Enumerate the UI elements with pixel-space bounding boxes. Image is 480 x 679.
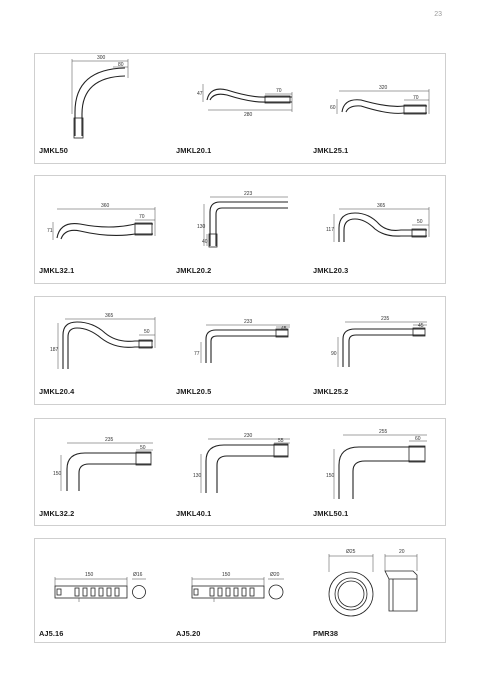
dim-jmkl32-1-0: 360 (101, 203, 110, 209)
dim-aj5-20-1: Ø20 (270, 572, 280, 578)
product-label: JMKL40.1 (176, 509, 212, 518)
dim-jmkl20-5-1: 45 (281, 326, 287, 332)
product-label: PMR38 (313, 629, 339, 638)
dim-pmr38-1: 20 (399, 549, 405, 555)
dim-jmkl50-1-1: 60 (415, 436, 421, 442)
dim-aj5-20-0: 150 (222, 572, 231, 578)
product-jmkl20-2 (172, 176, 309, 283)
dim-jmkl32-1-2: 71 (47, 228, 53, 234)
product-label: JMKL20.5 (176, 387, 212, 396)
product-jmkl40-1 (172, 419, 309, 525)
product-panel-1 (34, 53, 446, 164)
product-jmkl32-2 (35, 419, 172, 525)
product-label: JMKL20.1 (176, 146, 212, 155)
product-panel-4 (34, 418, 446, 526)
dim-jmkl25-2-0: 235 (381, 316, 390, 322)
product-aj5-20 (172, 539, 309, 642)
product-jmkl20-4 (35, 297, 172, 404)
dim-jmkl20-4-1: 50 (144, 329, 150, 335)
product-label: JMKL20.4 (39, 387, 75, 396)
dim-jmkl20-3-2: 117 (326, 227, 334, 233)
dim-jmkl20-5-2: 77 (194, 351, 200, 357)
product-jmkl20-1 (172, 54, 309, 163)
dim-jmkl20-1-2: 280 (244, 112, 253, 118)
dim-jmkl32-1-1: 70 (139, 214, 145, 220)
product-label: JMKL32.2 (39, 509, 75, 518)
dim-jmkl50-1: 80 (118, 62, 124, 68)
dim-jmkl20-2-1: 130 (197, 224, 206, 230)
product-label: JMKL25.2 (313, 387, 349, 396)
dim-jmkl40-1-1: 55 (278, 438, 284, 444)
dim-jmkl32-2-2: 150 (53, 471, 62, 477)
dim-jmkl20-4-2: 187 (50, 347, 59, 353)
dim-jmkl20-2-0: 223 (244, 191, 253, 197)
dim-jmkl25-1-1: 70 (413, 95, 419, 101)
dim-jmkl20-1-1: 70 (276, 88, 282, 94)
dim-jmkl20-1-0: 47 (197, 91, 203, 97)
dim-jmkl50-0: 300 (97, 55, 106, 61)
product-label: JMKL20.3 (313, 266, 349, 275)
product-label: AJ5.16 (39, 629, 64, 638)
dim-jmkl32-2-1: 50 (140, 445, 146, 451)
dim-aj5-16-0: 150 (85, 572, 94, 578)
product-panel-2 (34, 175, 446, 284)
dim-jmkl50-1-2: 150 (326, 473, 335, 479)
page-number: 23 (434, 11, 442, 18)
dim-jmkl20-3-0: 365 (377, 203, 386, 209)
product-jmkl50-1 (309, 419, 446, 525)
dim-jmkl40-1-0: 230 (244, 433, 253, 439)
product-label: JMKL25.1 (313, 146, 349, 155)
product-label: JMKL50.1 (313, 509, 349, 518)
product-panel-5 (34, 538, 446, 643)
product-label: JMKL32.1 (39, 266, 75, 275)
dim-jmkl32-2-0: 235 (105, 437, 114, 443)
dim-jmkl25-2-2: 90 (331, 351, 337, 357)
product-jmkl32-1 (35, 176, 172, 283)
dim-jmkl25-2-1: 45 (418, 323, 424, 329)
dim-jmkl20-5-0: 233 (244, 319, 253, 325)
product-label: JMKL20.2 (176, 266, 212, 275)
product-pmr38 (309, 539, 446, 642)
dim-aj5-16-1: Ø16 (133, 572, 143, 578)
dim-jmkl50-1-0: 255 (379, 429, 388, 435)
dim-pmr38-0: Ø25 (346, 549, 356, 555)
product-jmkl25-2 (309, 297, 446, 404)
product-jmkl25-1 (309, 54, 446, 163)
dim-jmkl25-1-0: 320 (379, 85, 388, 91)
product-aj5-16 (35, 539, 172, 642)
dim-jmkl20-3-1: 50 (417, 219, 423, 225)
product-panel-3 (34, 296, 446, 405)
product-jmkl50 (35, 54, 172, 163)
product-label: AJ5.20 (176, 629, 201, 638)
product-jmkl20-5 (172, 297, 309, 404)
dim-jmkl20-2-2: 40 (202, 239, 208, 245)
dim-jmkl25-1-2: 60 (330, 105, 336, 111)
dim-jmkl40-1-2: 130 (193, 473, 202, 479)
product-label: JMKL50 (39, 146, 68, 155)
product-jmkl20-3 (309, 176, 446, 283)
dim-jmkl20-4-0: 365 (105, 313, 114, 319)
